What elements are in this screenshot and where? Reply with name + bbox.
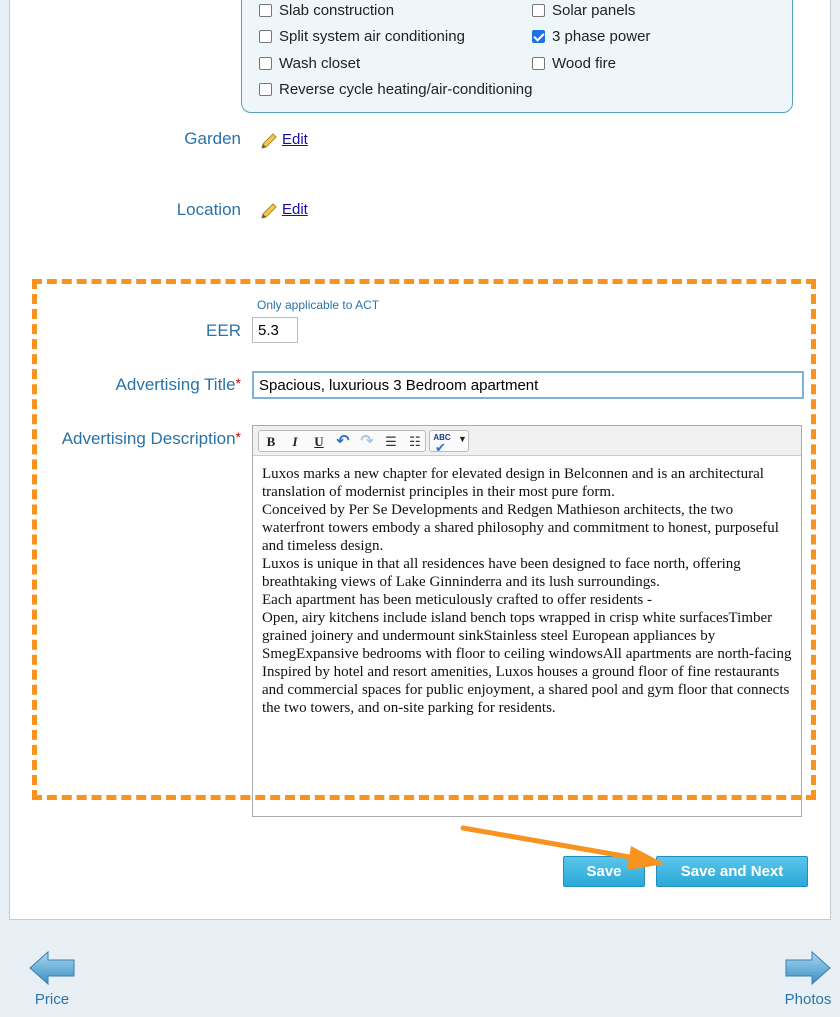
paragraph: Open, airy kitchens include island bench tops wrapped in crisp white surfacesTimber grained joinery and undermount sinkStainless steel European appliances by SmegExpansive bedrooms with floor to ceiling windowsAll apartments are north-facing xyxy=(262,610,792,662)
label-text: Advertising Description xyxy=(61,429,236,448)
checkbox[interactable] xyxy=(532,57,545,70)
checkbox[interactable] xyxy=(259,4,272,17)
pencil-icon[interactable] xyxy=(259,131,279,151)
bold-button[interactable]: B xyxy=(266,434,276,449)
highlight-box xyxy=(32,279,816,800)
feature-label: 3 phase power xyxy=(552,28,651,45)
feature-label: Solar panels xyxy=(552,2,636,19)
required-marker: * xyxy=(235,429,241,445)
checkbox[interactable] xyxy=(532,4,545,17)
feature-label: Reverse cycle heating/air-conditioning xyxy=(279,81,533,98)
prev-label[interactable]: Price xyxy=(34,991,70,1008)
spellcheck-icon[interactable]: ABC xyxy=(433,433,451,442)
annotation-arrow-icon xyxy=(455,820,675,880)
feature-label: Wash closet xyxy=(279,55,361,72)
eer-label: EER xyxy=(206,321,241,340)
paragraph: Each apartment has been meticulously crafted to offer residents - xyxy=(262,592,652,608)
required-marker: * xyxy=(235,375,241,391)
prev-nav-price[interactable] xyxy=(24,950,80,1008)
checkbox-checked[interactable] xyxy=(532,30,545,43)
label-text: Advertising Title xyxy=(115,375,236,394)
italic-button[interactable]: I xyxy=(292,434,298,449)
feature-label: Slab construction xyxy=(279,2,395,19)
numbered-list-icon[interactable]: ☷ xyxy=(409,434,421,449)
checkbox[interactable] xyxy=(259,30,272,43)
paragraph: Conceived by Per Se Developments and Redgen Mathieson architects, the two waterfront towers embody a shared philosophy and commitment to honest, purposeful and timeless design. xyxy=(262,502,779,554)
arrow-left-icon[interactable] xyxy=(28,950,76,986)
next-label[interactable]: Photos xyxy=(784,991,832,1008)
checkbox[interactable] xyxy=(259,83,272,96)
feature-label: Split system air conditioning xyxy=(279,28,465,45)
pencil-icon[interactable] xyxy=(259,201,279,221)
paragraph: Inspired by hotel and resort amenities, Luxos houses a ground floor of fine restaurants and commercial spaces for public enjoyment, a shared pool and gym floor that connects the two towers, and on-site parking for residents. xyxy=(262,664,790,716)
eer-hint: Only applicable to ACT xyxy=(257,298,380,312)
undo-icon[interactable]: ↶ xyxy=(336,433,350,450)
bullet-list-icon[interactable]: ☰ xyxy=(385,434,397,449)
save-and-next-button[interactable]: Save and Next xyxy=(656,856,808,887)
location-label: Location xyxy=(176,200,241,219)
garden-edit-link[interactable]: Edit xyxy=(282,131,308,148)
paragraph: Luxos marks a new chapter for elevated design in Belconnen and is an architectural translation of modernist principles in their most pure form. xyxy=(262,466,764,500)
feature-label: Wood fire xyxy=(552,55,616,72)
underline-button[interactable]: U xyxy=(314,434,324,449)
next-nav-photos[interactable] xyxy=(780,950,836,1008)
chevron-down-icon[interactable]: ▼ xyxy=(458,434,467,444)
arrow-right-icon[interactable] xyxy=(784,950,832,986)
checkbox[interactable] xyxy=(259,57,272,70)
location-edit-link[interactable]: Edit xyxy=(282,201,308,218)
save-button[interactable]: Save xyxy=(563,856,645,887)
redo-icon[interactable]: ↷ xyxy=(360,433,374,450)
check-mark-icon: ✔ xyxy=(435,440,446,455)
paragraph: Luxos is unique in that all residences have been designed to face north, offering breathtaking views of Lake Ginninderra and its lush surroundings. xyxy=(262,556,741,590)
features-box xyxy=(241,0,793,113)
garden-label: Garden xyxy=(184,129,241,148)
